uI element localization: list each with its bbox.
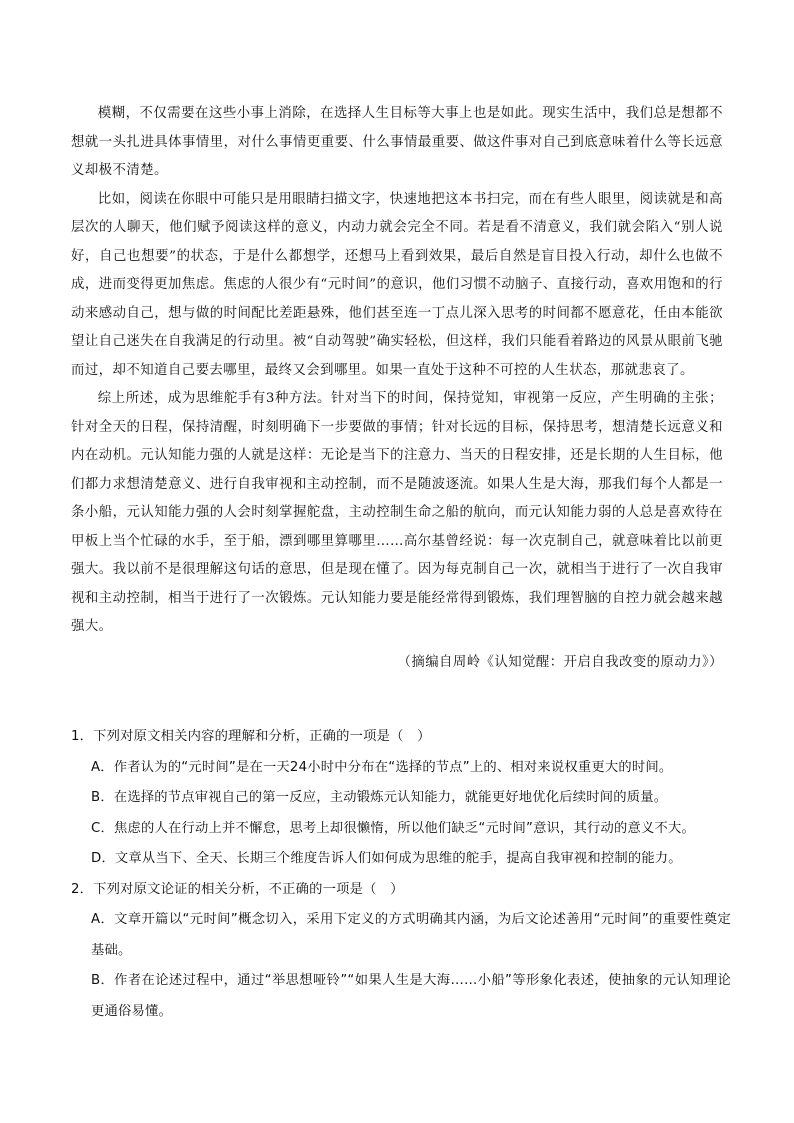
- question-stem: 2．下列对原文论证的相关分析，不正确的一项是（ ）: [71, 881, 404, 897]
- passage-paragraph: 模糊，不仅需要在这些小事上消除，在选择人生目标等大事上也是如此。现实生活中，我们总是想都不想就一头扎进具体事情里，对什么事情更重要、什么事情最重要、做这件事对自己到底意味着什么等长远意义却极不清楚。: [71, 106, 723, 178]
- question-option: B．在选择的节点审视自己的第一反应，主动锻炼元认知能力，就能更好地优化后续时间的质量。: [91, 790, 668, 805]
- question-option: D．文章从当下、全天、长期三个维度告诉人们如何成为思维的舵手，提高自我审视和控制的能力。: [91, 851, 682, 866]
- question-option: A．作者认为的“元时间”是在一天24小时中分布在“选择的节点”上的、相对来说权重更大的时间。: [91, 759, 673, 775]
- question-1: [71, 722, 731, 875]
- question-stem: 1．下列对原文相关内容的理解和分析，正确的一项是（ ）: [71, 729, 431, 744]
- reading-passage: [71, 100, 723, 676]
- question-2: [71, 875, 731, 1028]
- passage-paragraph: 综上所述，成为思维舵手有3种方法。针对当下的时间，保持觉知，审视第一反应，产生明确的主张；针对全天的日程，保持清醒，时刻明确下一步要做的事情；针对长远的目标，保持思考，想清楚长远意义和内在动机。元认知能力强的人就是这样：无论是当下的注意力、当天的日程安排，还是长期的人生目标，他们都力求想清楚意义、进行自我审视和主动控制，而不是随波逐流。如果人生是大海，那我们每个人都是一条小船，元认知能力强的人会时刻掌握舵盘，主动控制生命之船的航向，而元认知能力弱的人总是喜欢待在甲板上当个忙碌的水手，至于船，漂到哪里算哪里……高尔基曾经说：每一次克制自己，就意味着比以前更强大。我以前不是很理解这句话的意思，但是现在懂了。因为每克制自己一次，就相当于进行了一次自我审视和主动控制，相当于进行了一次锻炼。元认知能力要是能经常得到锻炼，我们理智脑的自控力就会越来越强大。: [71, 391, 723, 634]
- question-list: [71, 722, 731, 1027]
- question-option: A．文章开篇以“元时间”概念切入，采用下定义的方式明确其内涵，为后文论述善用“元时间”的重要性奠定基础。: [91, 912, 731, 958]
- passage-paragraph: 比如，阅读在你眼中可能只是用眼睛扫描文字，快速地把这本书扫完，而在有些人眼里，阅读就是和高层次的人聊天，他们赋予阅读这样的意义，内动力就会完全不同。若是看不清意义，我们就会陷入“别人说好，自己也想要”的状态，于是什么都想学，还想马上看到效果，最后自然是盲目投入行动，却什么也做不成，进而变得更加焦虑。焦虑的人很少有“元时间”的意识，他们习惯不动脑子、直接行动，喜欢用饱和的行动来感动自己，想与做的时间配比差距悬殊，他们甚至连一丁点儿深入思考的时间都不愿意花，任由本能欲望让自己迷失在自我满足的行动里。被“自动驾驶”确实轻松，但这样，我们只能看着路边的风景从眼前飞驰而过，却不知道自己要去哪里，最终又会到哪里。如果一直处于这种不可控的人生状态，那就悲哀了。: [71, 191, 723, 378]
- question-option: C．焦虑的人在行动上并不懈怠，思考上却很懒惰，所以他们缺乏“元时间”意识，其行动的意义不大。: [91, 820, 696, 836]
- question-option: B．作者在论述过程中，通过“举思想哑铃”“如果人生是大海……小船”等形象化表述，使抽象的元认知理论更通俗易懂。: [91, 973, 731, 1019]
- passage-source: （摘编自周岭《认知觉醒：开启自我改变的原动力》）: [397, 654, 723, 670]
